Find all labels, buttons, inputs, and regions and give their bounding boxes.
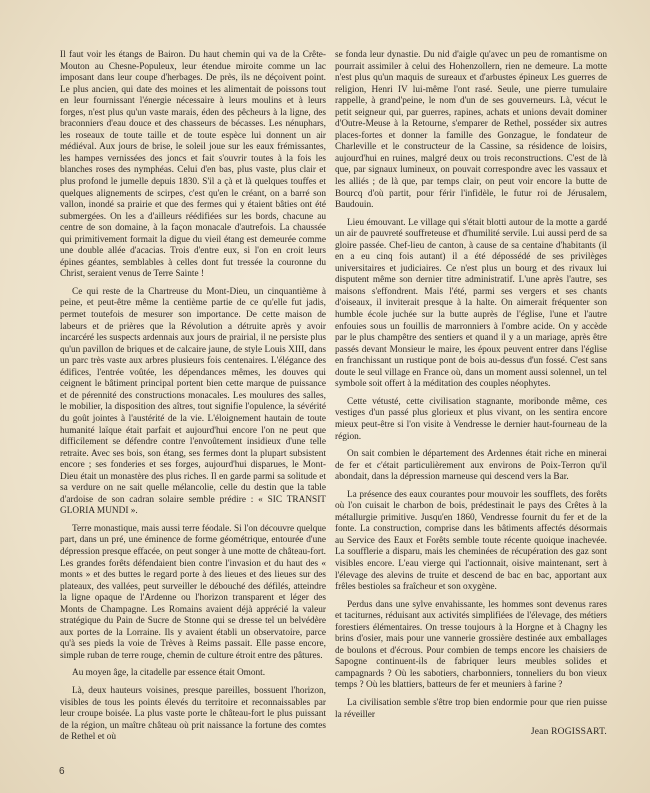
paragraph: On sait combien le département des Ardennes était riche en minerai de fer et c'était particulièrement aux environs de Poix-Terron qu'il abondait, dans la dépression marneuse qui descend vers la Bar. [335, 449, 607, 483]
paragraph: La civilisation semble s'être trop bien endormie pour que rien puisse la réveiller [335, 697, 607, 720]
left-text-column [60, 50, 326, 750]
right-text-column [335, 50, 607, 745]
paragraph: se fonda leur dynastie. Du nid d'aigle qu'avec un peu de romantisme on pourrait assimiler à celui des Hohenzollern, rien ne demeure. La motte n'est plus qu'un maquis de sureaux et d'arbustes épineux Les guerres de religion, Henri IV lui-même l'ont rasé. Seule, une pierre tumulaire rappelle, à grand'peine, le nom d'un de ses gouverneurs. Là, vécut le petit seigneur qui, par guerres, rapines, achats et unions devait dominer d'Outre-Meuse à la Retourne, s'emparer de Rethel, posséder six autres places-fortes et donner la famille des Gonzague, le fondateur de Charleville et le constructeur de la Cassine, sa résidence de loisirs, aujourd'hui en ruines, malgré deux ou trois reconstructions. C'est de là que, par signaux lumineux, on pouvait correspondre avec les vassaux et les alliés ; de là que, par temps clair, on peut voir encore la butte de Bourcq d'où partit, pour férir l'infidèle, le futur roi de Jérusalem, Baudouin. [335, 50, 607, 211]
paragraph: Perdus dans une sylve envahissante, les hommes sont devenus rares et taciturnes, réduisant aux activités simplifiées de l'élevage, des métiers forestiers élémentaires. On tresse toujours à la Horgne et à Chagny les brins d'osier, mais pour une vannerie grossière destinée aux emballages de boulons et d'écrous. Pour combien de temps encore les chaisiers de Sapogne continuent-ils de fabriquer leurs meubles solides et campagnards ? Où les sabotiers, charbonniers, tonneliers du bon vieux temps ? Où les blattiers, batteurs de fer et meuniers à farine ? [335, 599, 607, 691]
paragraph: Là, deux hauteurs voisines, presque pareilles, bossuent l'horizon, visibles de tous les points élevés du territoire et reconnaissables par leur croupe boisée. La plus vaste porte le château-fort le plus puissant de la région, un maître château où prit naissance la fortune des comtes de Rethel et où [60, 685, 326, 743]
paragraph: Lieu émouvant. Le village qui s'était blotti autour de la motte a gardé un air de pauvreté souffreteuse et d'humilité servile. Lui aussi perd de sa gloire passée. Chef-lieu de canton, à cause de sa centaine d'habitants (il en a eu cinq fois autant) il a été dépossédé de ses privilèges universitaires et judiciaires. Ce n'est plus un bourg et des rivaux lui disputent même son dernier titre administratif. L'une après l'autre, ses maisons s'effondrent. Mais l'été, parmi ses vergers et ses chants d'oiseaux, il inviterait presque à la halte. On aimerait fréquenter son humble école juchée sur la butte auprès de l'église, l'une et l'autre enfouies sous un fouillis de marronniers à l'ombre acide. On y accède par le plus champêtre des sentiers et quand il y a un mariage, après être passés devant Monsieur le maire, les époux peuvent entrer dans l'église en franchissant un rustique pont de bois au-dessus d'un fossé. C'est sans doute le seul village en France où, dans un moment aussi solennel, un tel symbole soit offert à la méditation des couples néophytes. [335, 217, 607, 390]
paragraph: Terre monastique, mais aussi terre féodale. Si l'on découvre quelque part, dans un pré, une éminence de forme géométrique, entourée d'une dépression presque effacée, on peut songer à une motte de château-fort. Les grandes forêts défendaient bien contre l'invasion et du haut des « monts » et des buttes le regard porte à des lieues et des lieues sur des plateaux, des vallées, peut surveiller le débouché des défilés, atteindre la ligne opaque de l'Ardenne ou l'horizon transparent et léger des Monts de Champagne. Les Romains avaient déjà apprécié la valeur stratégique du Pain de Sucre de Stonne qui se dresse tel un belvédère aux portes de la Lorraine. Ils y avaient établi un observatoire, parce qu'à ses pieds la voie de Trèves à Reims passait. Elle passe encore, simple ruban de terre rouge, chemin de culture étroit entre des pâtures. [60, 523, 326, 661]
paragraph: Au moyen âge, la citadelle par essence était Omont. [72, 668, 266, 679]
paragraph: Ce qui reste de la Chartreuse du Mont-Dieu, un cinquantième à peine, et peut-être même la centième partie de ce qu'elle fut jadis, permet toutefois de mesurer son importance. De cette maison de labeurs et de prières que la Révolution a détruite après y avoir incarcéré les suspects ardennais aux jours de prairial, il ne persiste plus qu'un pavillon de briques et de calcaire jaune, de style Louis XIII, dans un parc très vaste aux arbres plusieurs fois centenaires. L'élégance des édifices, l'entrée voûtée, les dépendances mêmes, les douves qui ceignent le bâtiment principal portent bien cette marque de puissance et de pérennité des constructions monacales. Les moulures des salles, le mobilier, la disposition des aîtres, tout signifie l'opulence, la sévérité du goût jointes à l'austérité de la vie. L'éloignement hautain de toute humanité laïque était parfait et aujourd'hui encore l'on ne peut que difficilement se défendre contre l'envoûtement insidieux d'une telle retraite. Avec ses bois, son étang, ses fermes dont la plupart subsistent encore ; ses fonderies et ses forges, aujourd'hui disparues, le Mont-Dieu était un monastère des plus riches. Il en garde parmi sa solitude et sa verdure on ne sait quelle mélancolie, celle du destin que la table d'ardoise de son cadran solaire semble prédire : « SIC TRANSIT GLORIA MUNDI ». [60, 286, 326, 517]
paragraph: Il faut voir les étangs de Bairon. Du haut chemin qui va de la Crête-Mouton au Chesne-Populeux, leur étendue miroite comme un lac imposant dans leur coupe d'herbages. De près, ils ne déçoivent point. Le plus ancien, qui date des moines et les alimentait de poissons tout en leur fournissant l'énergie nécessaire à leurs moulins et à leurs forges, n'est plus qu'un vaste marais, éden des pêcheurs à la ligne, des braconniers d'eau douce et des chasseurs de bécasses. Les nénuphars, les roseaux de toute taille et de toute espèce lui donnent un air médiéval. Aux jours de brise, le soleil joue sur les eaux frémissantes, les hampes vernissées des joncs et fait s'ouvrir toutes à la fois les blanches roses des nymphéas. Celui d'en bas, plus vaste, plus clair et plus profond le jumelle depuis 1830. S'il a çà et là quelques touffes et quelques alignements de scirpes, c'est qu'en le créant, on a barré son vallon, inondé sa prairie et que des fermes qui y étaient bâties ont été submergées. On les a d'ailleurs réédifiées sur les bords, chacune au centre de son domaine, à la façon monacale d'autrefois. La chaussée qui primitivement formait la digue du vieil étang est demeurée comme une double allée d'acacias. Trois d'entre eux, si l'on en croit leurs épines géantes, semblables à celles dont fut tressée la couronne du Christ, seraient venus de Terre Sainte ! [60, 50, 326, 280]
paragraph: Cette vétusté, cette civilisation stagnante, moribonde même, ces vestiges d'un passé plus glorieux et plus vivant, on les sentira encore mieux peut-être si l'on visite à Vendresse le dernier haut-fourneau de la région. [335, 396, 607, 442]
author-signature: Jean ROGISSART. [530, 727, 607, 738]
page-number: 6 [59, 766, 65, 777]
paragraph: La présence des eaux courantes pour mouvoir les soufflets, des forêts où l'on cuisait le charbon de bois, prédestinait le pays des Crêtes à la métallurgie primitive. Jusqu'en 1860, Vendresse fournit du fer et de la fonte. La construction, comprise dans les bâtiments affectés désormais au Service des Eaux et Forêts semble toute récente quoique inachevée. La soufflerie a disparu, mais les cheminées de récupération des gaz sont visibles encore. L'eau vierge qui l'actionnait, oisive maintenant, sert à l'élevage des alevins de truite et descend de bac en bac, apportant aux frêles bestioles sa fraîcheur et son oxygène. [335, 489, 607, 593]
